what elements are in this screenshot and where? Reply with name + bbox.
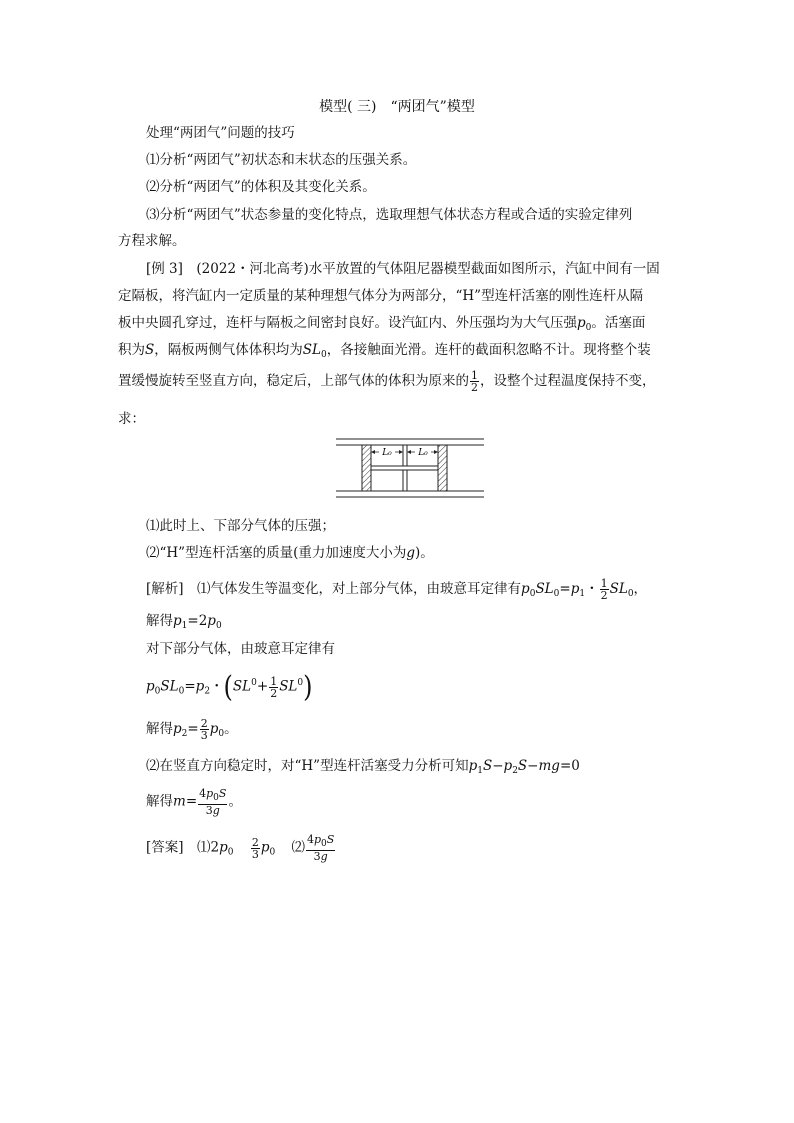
- gas-damper-diagram: [336, 436, 486, 502]
- answer-line: [146, 834, 336, 862]
- p-symbol: p: [503, 758, 513, 774]
- p-symbol: p: [206, 787, 214, 800]
- equals-zero: =0: [559, 758, 580, 774]
- fraction-one-half: [470, 370, 479, 393]
- solution-line-3: 对下部分气体，由玻意耳定律有: [146, 641, 335, 657]
- solve-label: 解得: [146, 721, 173, 737]
- question-1: ⑴此时上、下部分气体的压强；: [146, 518, 335, 534]
- section-title: 模型( 三) “两团气”模型: [319, 99, 475, 115]
- sub-0: 0: [321, 839, 327, 849]
- fraction-two-thirds: [251, 837, 260, 860]
- gravity-symbol: g: [406, 545, 415, 561]
- fraction-denominator: [198, 805, 227, 816]
- sub-0: 0: [529, 589, 536, 599]
- fraction-denominator: 2: [600, 589, 608, 602]
- solution-line-6-text: ⑵在竖直方向稳定时，对“H”型连杆活塞受力分析可知: [146, 758, 469, 774]
- example-line-3-text: 板中央圆孔穿过，连杆与隔板之间密封良好。设汽缸内、外压强均为大气压强: [118, 315, 577, 331]
- fraction-two-thirds: [200, 718, 209, 741]
- period: 。: [224, 721, 238, 737]
- left-piston: [362, 445, 371, 491]
- sub-0: 0: [627, 589, 634, 599]
- sub-2: 2: [512, 766, 518, 776]
- fraction-mass: [198, 788, 227, 816]
- arrow-head-icon: [371, 450, 375, 454]
- tip-item-2: ⑵分析“两团气”的体积及其变化关系。: [146, 179, 376, 195]
- arrow-head-icon: [434, 450, 438, 454]
- example-line-4: [118, 341, 651, 364]
- gravity-symbol: g: [212, 804, 220, 817]
- equals: =: [185, 793, 198, 810]
- p-symbol: p: [521, 581, 530, 597]
- equals: =: [184, 678, 196, 695]
- sub-1: 1: [477, 766, 483, 776]
- example-line-5-b: ，设整个过程温度保持不变，: [480, 373, 656, 389]
- fraction-denominator: 2: [471, 381, 478, 394]
- arrow-head-icon: [407, 450, 411, 454]
- solution-line-7: [146, 788, 242, 816]
- example-line-4-a: 积为: [118, 342, 145, 358]
- fraction-denominator: 3: [251, 847, 259, 861]
- coef-3: 3: [205, 804, 213, 817]
- solution-line-5: [146, 718, 238, 743]
- sl-symbol: SL: [535, 581, 554, 597]
- p-symbol: p: [314, 833, 322, 846]
- p-symbol: p: [219, 839, 228, 856]
- area-symbol: S: [326, 833, 335, 846]
- length-label-left: L₀: [382, 448, 392, 458]
- fraction-mass: [306, 834, 335, 862]
- volume-subscript: 0: [320, 350, 327, 360]
- pressure-subscript: 0: [585, 323, 592, 333]
- fraction-numerator: [198, 788, 227, 805]
- partition-upper: [403, 445, 407, 466]
- area-symbol: S: [145, 342, 155, 358]
- sub-0: 0: [269, 847, 276, 858]
- equals-two: =2: [187, 613, 208, 629]
- connecting-rod: [371, 466, 438, 470]
- sub-0: 0: [227, 847, 234, 858]
- equals: =: [559, 581, 571, 597]
- coef-4: 4: [199, 787, 207, 800]
- tips-heading: 处理“两团气”问题的技巧: [146, 125, 295, 141]
- sup-0: 0: [251, 678, 257, 688]
- question-2-text: ⑵“H”型连杆活塞的质量(重力加速度大小为: [146, 545, 407, 561]
- fraction-numerator: 1: [270, 674, 278, 688]
- fraction-numerator: 2: [200, 717, 208, 730]
- example-line-6: 求：: [118, 411, 145, 427]
- force-term-2: S−: [517, 758, 539, 774]
- pressure-symbol: p: [577, 315, 586, 331]
- sl-symbol: SL: [232, 678, 252, 695]
- example-line-4-c: ，各接触面光滑。连杆的截面积忽略不计。现将整个装: [326, 342, 651, 358]
- coef-4: 4: [307, 833, 314, 846]
- arrow-head-icon: [399, 450, 403, 454]
- solve-label: 解得: [146, 613, 173, 629]
- fraction-one-half: [600, 578, 609, 601]
- p-symbol: p: [260, 839, 270, 856]
- partition-lower: [403, 470, 407, 491]
- p-symbol: p: [173, 613, 182, 629]
- question-2: [146, 544, 434, 562]
- length-label-right: L₀: [418, 448, 428, 458]
- answer-part-2: ⑵: [291, 839, 305, 856]
- p-symbol: p: [209, 721, 219, 737]
- tip-item-3-line-1: ⑶分析“两团气”状态参量的变化特点，选取理想气体状态方程或合适的实验定律列: [146, 207, 633, 223]
- tip-item-1: ⑴分析“两团气”初状态和末状态的压强关系。: [146, 152, 417, 168]
- solution-line-1-text: [解析] ⑴气体发生等温变化，对上部分气体，由玻意耳定律有: [146, 581, 522, 597]
- fraction-denominator: [306, 851, 335, 862]
- equals: =: [187, 721, 199, 737]
- coef-3: 3: [313, 850, 321, 863]
- weight-term: mg: [538, 758, 560, 774]
- example-line-3: [118, 314, 645, 337]
- solution-line-1: [146, 578, 647, 603]
- example-line-3-end: 。活塞面: [591, 315, 646, 331]
- fraction-denominator: 3: [200, 729, 208, 742]
- solution-line-2: [146, 612, 222, 635]
- solve-label: 解得: [146, 793, 173, 810]
- plus: +: [256, 678, 269, 695]
- p-symbol: p: [207, 613, 216, 629]
- sl-symbol: SL: [609, 581, 628, 597]
- sub-0: 0: [553, 589, 560, 599]
- p-symbol: p: [570, 581, 580, 597]
- fraction-denominator: 2: [270, 686, 278, 700]
- example-line-1: [例 3] (2022・河北高考)水平放置的气体阻尼器模型截面如图所示，汽缸中间有一固: [146, 261, 660, 277]
- sup-0: 0: [297, 678, 304, 688]
- sub-0: 0: [213, 793, 219, 803]
- sub-0: 0: [218, 729, 225, 739]
- sub-0: 0: [154, 686, 161, 697]
- force-term-1: S−: [482, 758, 504, 774]
- dot: ・: [585, 581, 599, 597]
- left-paren: (: [223, 670, 233, 704]
- sub-2: 2: [181, 729, 188, 739]
- sub-0: 0: [215, 621, 222, 631]
- example-line-4-b: ，隔板两侧气体体积均为: [154, 342, 303, 358]
- fraction-numerator: 2: [251, 835, 259, 849]
- right-piston: [438, 445, 447, 491]
- fraction-one-half: [269, 676, 278, 699]
- example-line-2: 定隔板，将汽缸内一定质量的某种理想气体分为两部分，“H”型连杆活塞的刚性连杆从隔: [118, 288, 644, 304]
- sl-symbol: SL: [279, 678, 298, 695]
- right-paren: ): [303, 670, 313, 704]
- sub-2: 2: [204, 686, 211, 697]
- question-2-end: )。: [415, 545, 434, 561]
- example-line-5-a: 置缓慢旋转至竖直方向，稳定后，上部气体的体积为原来的: [118, 373, 469, 389]
- fraction-numerator: [306, 834, 335, 851]
- gravity-symbol: g: [320, 850, 328, 863]
- fraction-numerator: 1: [600, 577, 608, 590]
- sub-1: 1: [181, 621, 188, 631]
- volume-symbol: SL: [302, 342, 321, 358]
- answer-label: [答案] ⑴2: [146, 839, 220, 856]
- p-symbol: p: [468, 758, 478, 774]
- fraction-numerator: 1: [471, 369, 478, 382]
- sl-symbol: SL: [160, 678, 179, 695]
- p-symbol: p: [195, 678, 205, 695]
- sub-1: 1: [579, 589, 586, 599]
- dot: ・: [210, 678, 224, 695]
- sub-0: 0: [178, 686, 185, 697]
- period: 。: [228, 793, 242, 810]
- tip-item-3-line-2: 方程求解。: [118, 233, 186, 249]
- p-symbol: p: [146, 678, 155, 695]
- example-line-5: [118, 370, 656, 393]
- mass-symbol: m: [173, 793, 186, 810]
- area-symbol: S: [218, 787, 227, 800]
- solution-line-4: [146, 670, 313, 704]
- solution-line-6: [146, 757, 580, 780]
- p-symbol: p: [173, 721, 182, 737]
- comma: ，: [633, 581, 648, 597]
